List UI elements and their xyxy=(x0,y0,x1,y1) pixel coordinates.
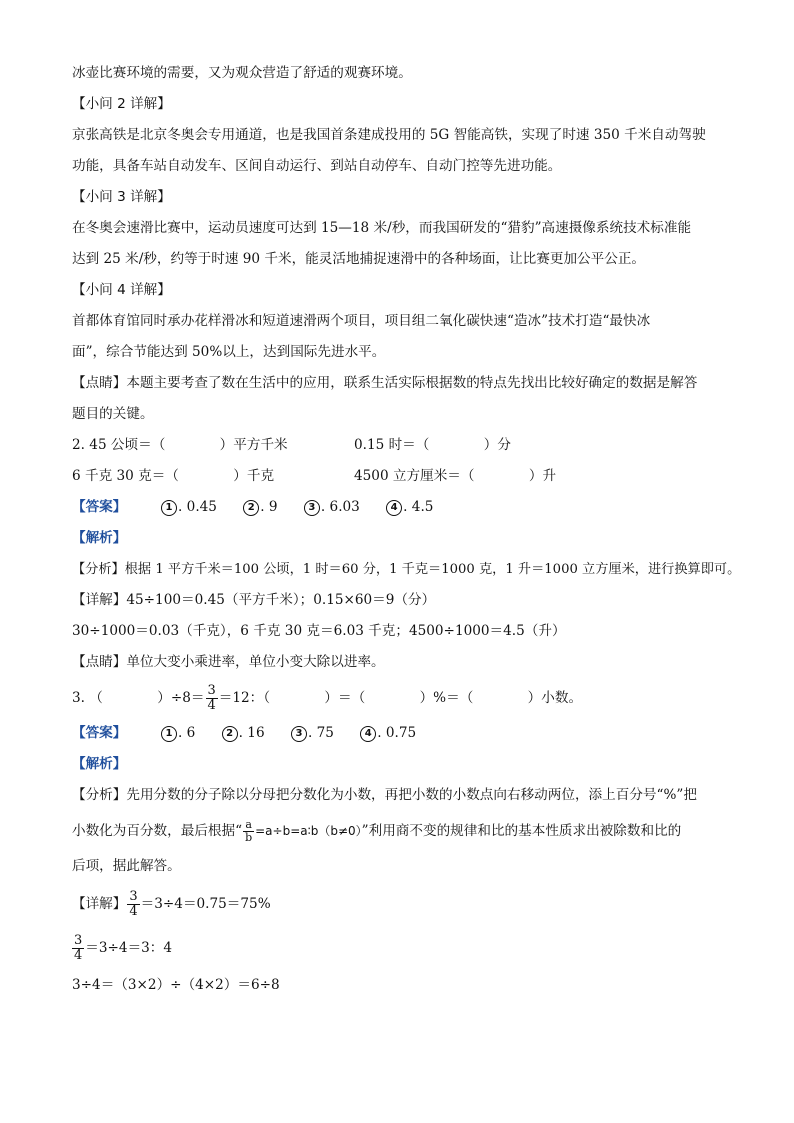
text-line: 功能，具备车站自动发车、区间自动运行、到站自动停车、自动门控等先进功能。 xyxy=(72,158,562,174)
q2-xiangjie-1: 【详解】45÷100＝0.45（平方千米）；0.15×60＝9（分） xyxy=(72,592,436,608)
circled-number: 3 xyxy=(291,726,307,742)
q3-xiangjie-1: 【详解】 $\frac{3}{4}$ ＝3÷4＝0.75＝75% xyxy=(72,889,271,919)
text-line: 题目的关键。 xyxy=(72,406,154,422)
q2-dianjing: 【点睛】单位大变小乘进率，单位小变大除以进率。 xyxy=(72,654,385,670)
circled-number: 1 xyxy=(161,726,177,742)
question-2-row-1 xyxy=(72,430,724,461)
q2-item-cubic-cm: 4500 立方厘米＝（ ）升 xyxy=(354,468,557,484)
analysis-label: 【解析】 xyxy=(72,756,127,772)
text-line: 京张高铁是北京冬奥会专用通道，也是我国首条建成投用的 5G 智能高铁，实现了时速 350 千米自动驾驶 xyxy=(72,127,706,143)
answer-item: 2 . 16 xyxy=(222,718,265,749)
q3-fenxi-2: 小数化为百分数，最后根据“ $\frac{a}{b}$ =a÷b=a∶b（b≠0）”利用商不变的规律和比的基本性质求出被除数和比的 xyxy=(72,818,682,844)
q3-fenxi-3: 后项，据此解答。 xyxy=(72,858,181,874)
sub-question-heading: 【小问 2 详解】 xyxy=(72,96,171,112)
answer-item: 2 . 9 xyxy=(243,492,277,523)
document-page xyxy=(72,58,741,1001)
sub-question-heading: 【小问 3 详解】 xyxy=(72,189,171,205)
q2-fenxi: 【分析】根据 1 平方千米＝100 公顷，1 时＝60 分，1 千克＝1000 克，1 升＝1000 立方厘米，进行换算即可。 xyxy=(72,562,741,577)
answer-item: 4 . 0.75 xyxy=(360,718,416,749)
q2-item-hours: 0.15 时＝（ ）分 xyxy=(354,437,511,453)
q3-fenxi-1: 【分析】先用分数的分子除以分母把分数化为小数，再把小数的小数点向右移动两位，添上百分号“%”把 xyxy=(72,787,697,803)
answer-item: 1 . 0.45 xyxy=(161,492,217,523)
q3-xiangjie-2: $\frac{3}{4}$ ＝3÷4＝3：4 xyxy=(74,933,173,963)
q3-answer-row xyxy=(72,718,724,749)
answer-item: 3 . 6.03 xyxy=(304,492,360,523)
q2-item-hectare: 2. 45 公顷＝（ ）平方千米 xyxy=(72,437,288,453)
q2-item-kilogram: 6 千克 30 克＝（ ）千克 xyxy=(72,468,275,484)
answer-item: 4 . 4.5 xyxy=(386,492,433,523)
q3-xiangjie-3: 3÷4＝（3×2）÷（4×2）＝6÷8 xyxy=(72,977,280,993)
fraction: $\frac{3}{4}$ xyxy=(74,933,83,963)
fraction: $\frac{3}{4}$ xyxy=(129,889,138,919)
question-3: 3. （ ）÷8＝ $\frac{3}{4}$ ＝12：（ ）＝（ ）%＝（ ）小数。 xyxy=(72,683,583,713)
dianjing-note: 【点睛】本题主要考查了数在生活中的应用，联系生活实际根据数的特点先找出比较好确定的数据是解答 xyxy=(72,375,698,391)
fraction: $\frac{3}{4}$ xyxy=(207,683,216,713)
answer-label: 【答案】 xyxy=(72,725,127,741)
q2-xiangjie-2: 30÷1000＝0.03（千克），6 千克 30 克＝6.03 千克；4500÷1000＝4.5（升） xyxy=(72,623,566,639)
q2-answer-row xyxy=(72,492,724,523)
text-line: 首都体育馆同时承办花样滑冰和短道速滑两个项目，项目组二氧化碳快速“造冰”技术打造“最快冰 xyxy=(72,313,651,329)
circled-number: 4 xyxy=(386,500,402,516)
circled-number: 2 xyxy=(222,726,238,742)
answer-label: 【答案】 xyxy=(72,499,127,515)
text-line: 冰壶比赛环境的需要，又为观众营造了舒适的观赛环境。 xyxy=(72,65,412,81)
circled-number: 4 xyxy=(360,726,376,742)
question-2-row-2 xyxy=(72,461,724,492)
circled-number: 3 xyxy=(304,500,320,516)
answer-item: 3 . 75 xyxy=(291,718,334,749)
text-line: 在冬奥会速滑比赛中，运动员速度可达到 15—18 米/秒，而我国研发的“猎豹”高速摄像系统技术标准能 xyxy=(72,220,692,236)
sub-question-heading: 【小问 4 详解】 xyxy=(72,282,171,298)
circled-number: 2 xyxy=(243,500,259,516)
text-line: 面”，综合节能达到 50%以上，达到国际先进水平。 xyxy=(72,344,386,360)
fraction: $\frac{a}{b}$ xyxy=(245,818,253,844)
answer-item: 1 . 6 xyxy=(161,718,195,749)
text-line: 达到 25 米/秒，约等于时速 90 千米，能灵活地捕捉速滑中的各种场面，让比赛更加公平公正。 xyxy=(72,251,646,267)
analysis-label: 【解析】 xyxy=(72,530,127,546)
circled-number: 1 xyxy=(161,500,177,516)
